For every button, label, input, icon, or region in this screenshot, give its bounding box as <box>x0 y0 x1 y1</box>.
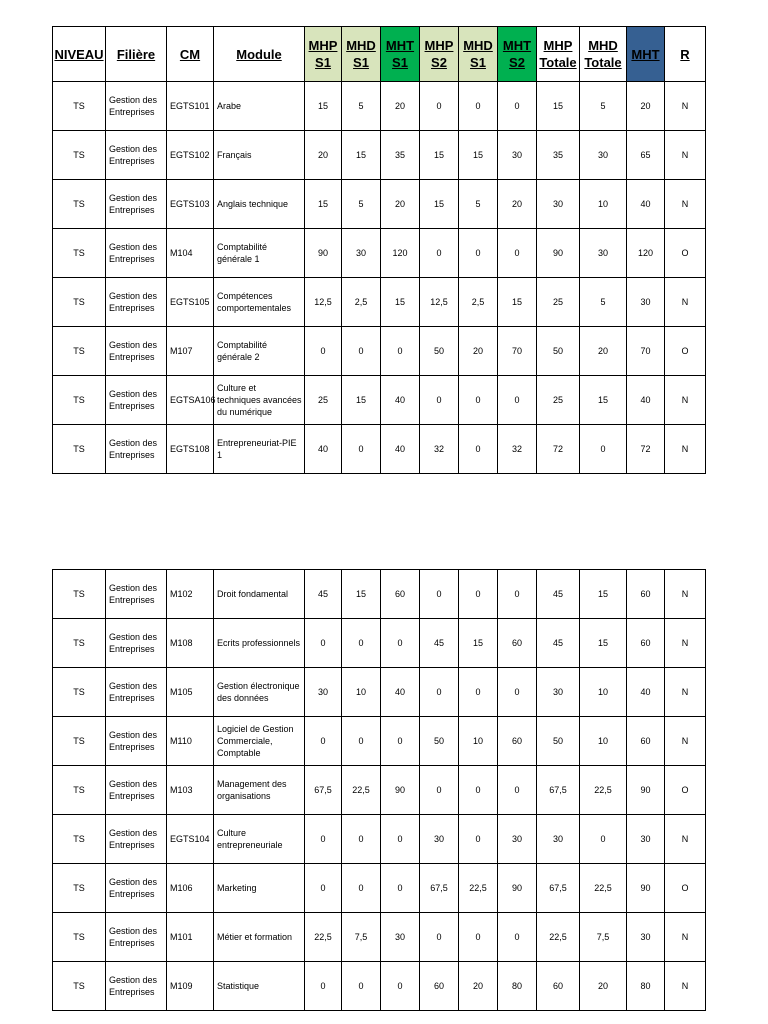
cell-cm: M106 <box>167 864 214 913</box>
cell-mhd-total: 0 <box>580 815 627 864</box>
cell-filiere: Gestion des Entreprises <box>106 82 167 131</box>
cell-mhp-s2: 12,5 <box>420 278 459 327</box>
cell-mhd-s1: 0 <box>342 864 381 913</box>
cell-mht-s2: 0 <box>498 766 537 815</box>
table-row <box>53 376 706 425</box>
cell-mht: 60 <box>627 717 665 766</box>
table-row <box>53 815 706 864</box>
cell-mhd-total: 20 <box>580 327 627 376</box>
header-mhp-s2: MHP S2 <box>420 27 459 82</box>
cell-r: O <box>665 864 706 913</box>
cell-mht: 30 <box>627 913 665 962</box>
cell-mhp-s2: 50 <box>420 717 459 766</box>
cell-r: N <box>665 131 706 180</box>
cell-mht-s1: 0 <box>381 717 420 766</box>
cell-mhp-s2: 0 <box>420 376 459 425</box>
cell-module: Ecrits professionnels <box>214 619 305 668</box>
header-mht-s1: MHT S1 <box>381 27 420 82</box>
cell-mhd-total: 10 <box>580 180 627 229</box>
cell-mhd-total: 30 <box>580 131 627 180</box>
cell-mhd-s2: 20 <box>459 962 498 1011</box>
cell-niveau: TS <box>53 131 106 180</box>
cell-mhp-s2: 67,5 <box>420 864 459 913</box>
cell-mhd-s2: 5 <box>459 180 498 229</box>
cell-mht: 30 <box>627 815 665 864</box>
cell-module: Statistique <box>214 962 305 1011</box>
cell-filiere: Gestion des Entreprises <box>106 668 167 717</box>
cell-r: N <box>665 376 706 425</box>
table-row <box>53 570 706 619</box>
cell-mht-s2: 0 <box>498 570 537 619</box>
cell-mhp-total: 25 <box>537 376 580 425</box>
cell-mhp-total: 67,5 <box>537 766 580 815</box>
header-mhd-s1: MHD S1 <box>342 27 381 82</box>
cell-filiere: Gestion des Entreprises <box>106 913 167 962</box>
cell-filiere: Gestion des Entreprises <box>106 376 167 425</box>
cell-module: Arabe <box>214 82 305 131</box>
cell-niveau: TS <box>53 229 106 278</box>
cell-niveau: TS <box>53 913 106 962</box>
cell-mhp-total: 35 <box>537 131 580 180</box>
cell-r: N <box>665 425 706 474</box>
header-cm: CM <box>167 27 214 82</box>
cell-niveau: TS <box>53 668 106 717</box>
cell-mhp-total: 30 <box>537 815 580 864</box>
cell-mhp-total: 22,5 <box>537 913 580 962</box>
cell-r: O <box>665 327 706 376</box>
cell-mht-s2: 80 <box>498 962 537 1011</box>
cell-niveau: TS <box>53 619 106 668</box>
cell-mhd-s2: 0 <box>459 229 498 278</box>
header-filiere: Filière <box>106 27 167 82</box>
cell-niveau: TS <box>53 180 106 229</box>
cell-mhd-s2: 0 <box>459 376 498 425</box>
header-mhd-s2: MHD S1 <box>459 27 498 82</box>
cell-mhd-s1: 7,5 <box>342 913 381 962</box>
cell-mht-s1: 40 <box>381 376 420 425</box>
cell-mhp-total: 67,5 <box>537 864 580 913</box>
header-mht: MHT <box>627 27 665 82</box>
cell-mhd-s1: 0 <box>342 327 381 376</box>
cell-mhp-s1: 45 <box>305 570 342 619</box>
cell-mhd-s1: 15 <box>342 131 381 180</box>
cell-mhd-s1: 15 <box>342 570 381 619</box>
cell-mhd-s2: 10 <box>459 717 498 766</box>
cell-mhp-s1: 30 <box>305 668 342 717</box>
cell-mhp-s2: 30 <box>420 815 459 864</box>
cell-mhd-total: 15 <box>580 619 627 668</box>
cell-mhd-s1: 22,5 <box>342 766 381 815</box>
cell-mht-s2: 0 <box>498 229 537 278</box>
modules-table-2 <box>52 569 706 1011</box>
cell-filiere: Gestion des Entreprises <box>106 327 167 376</box>
cell-mht: 40 <box>627 668 665 717</box>
cell-cm: EGTS104 <box>167 815 214 864</box>
cell-mhd-s1: 0 <box>342 717 381 766</box>
cell-mht: 40 <box>627 180 665 229</box>
cell-mhp-s1: 20 <box>305 131 342 180</box>
cell-mhp-total: 60 <box>537 962 580 1011</box>
cell-mhd-s2: 15 <box>459 131 498 180</box>
table-row <box>53 619 706 668</box>
cell-mhd-s2: 0 <box>459 425 498 474</box>
cell-mht-s1: 20 <box>381 180 420 229</box>
cell-mht: 72 <box>627 425 665 474</box>
cell-mhp-s1: 0 <box>305 962 342 1011</box>
cell-mhp-s2: 0 <box>420 229 459 278</box>
cell-r: N <box>665 278 706 327</box>
cell-cm: M104 <box>167 229 214 278</box>
cell-mht-s2: 60 <box>498 717 537 766</box>
cell-mhp-total: 90 <box>537 229 580 278</box>
cell-niveau: TS <box>53 864 106 913</box>
header-mhp-s1: MHP S1 <box>305 27 342 82</box>
cell-mhp-s1: 90 <box>305 229 342 278</box>
cell-mht-s2: 30 <box>498 131 537 180</box>
cell-mhp-s1: 0 <box>305 619 342 668</box>
table-row <box>53 82 706 131</box>
cell-mhd-total: 7,5 <box>580 913 627 962</box>
cell-mht-s1: 30 <box>381 913 420 962</box>
cell-mht: 80 <box>627 962 665 1011</box>
cell-filiere: Gestion des Entreprises <box>106 425 167 474</box>
cell-mhd-s1: 15 <box>342 376 381 425</box>
table-row <box>53 913 706 962</box>
cell-r: N <box>665 619 706 668</box>
cell-r: N <box>665 668 706 717</box>
cell-mhp-total: 50 <box>537 717 580 766</box>
cell-cm: EGTS105 <box>167 278 214 327</box>
cell-mht-s2: 70 <box>498 327 537 376</box>
cell-r: N <box>665 180 706 229</box>
cell-cm: EGTS102 <box>167 131 214 180</box>
header-mhp-total: MHP Totale <box>537 27 580 82</box>
cell-niveau: TS <box>53 278 106 327</box>
cell-mhp-s2: 15 <box>420 180 459 229</box>
cell-cm: M107 <box>167 327 214 376</box>
cell-mht-s1: 40 <box>381 668 420 717</box>
cell-cm: M105 <box>167 668 214 717</box>
cell-mhp-total: 15 <box>537 82 580 131</box>
cell-mhd-s2: 20 <box>459 327 498 376</box>
cell-module: Métier et formation <box>214 913 305 962</box>
cell-mhp-s2: 45 <box>420 619 459 668</box>
cell-mhp-s1: 40 <box>305 425 342 474</box>
table-row <box>53 327 706 376</box>
cell-filiere: Gestion des Entreprises <box>106 864 167 913</box>
cell-r: N <box>665 815 706 864</box>
table-row <box>53 962 706 1011</box>
cell-cm: M101 <box>167 913 214 962</box>
header-module: Module <box>214 27 305 82</box>
cell-mht: 120 <box>627 229 665 278</box>
cell-mhp-s1: 12,5 <box>305 278 342 327</box>
cell-mhd-total: 22,5 <box>580 864 627 913</box>
cell-filiere: Gestion des Entreprises <box>106 570 167 619</box>
cell-mht-s1: 120 <box>381 229 420 278</box>
cell-mht-s1: 60 <box>381 570 420 619</box>
cell-niveau: TS <box>53 962 106 1011</box>
cell-mht-s1: 15 <box>381 278 420 327</box>
cell-mhp-total: 30 <box>537 180 580 229</box>
cell-mht-s1: 20 <box>381 82 420 131</box>
cell-module: Culture et techniques avancées du numérique <box>214 376 305 425</box>
cell-filiere: Gestion des Entreprises <box>106 180 167 229</box>
cell-mhd-s1: 10 <box>342 668 381 717</box>
cell-mhp-total: 30 <box>537 668 580 717</box>
cell-mht-s2: 20 <box>498 180 537 229</box>
cell-mhp-s2: 0 <box>420 668 459 717</box>
cell-cm: EGTS103 <box>167 180 214 229</box>
cell-module: Gestion électronique des données <box>214 668 305 717</box>
cell-mht: 60 <box>627 570 665 619</box>
cell-mht-s1: 0 <box>381 815 420 864</box>
cell-niveau: TS <box>53 425 106 474</box>
cell-mht-s2: 0 <box>498 376 537 425</box>
cell-mhd-s1: 0 <box>342 962 381 1011</box>
cell-mhd-total: 20 <box>580 962 627 1011</box>
cell-mhp-s1: 0 <box>305 864 342 913</box>
cell-cm: M103 <box>167 766 214 815</box>
table-row <box>53 864 706 913</box>
cell-mhp-s2: 15 <box>420 131 459 180</box>
table-row <box>53 180 706 229</box>
cell-mht-s2: 0 <box>498 913 537 962</box>
cell-mhp-s1: 15 <box>305 82 342 131</box>
cell-module: Culture entrepreneuriale <box>214 815 305 864</box>
cell-niveau: TS <box>53 570 106 619</box>
cell-module: Entrepreneuriat-PIE 1 <box>214 425 305 474</box>
cell-mht: 30 <box>627 278 665 327</box>
cell-mhp-s1: 0 <box>305 815 342 864</box>
cell-filiere: Gestion des Entreprises <box>106 619 167 668</box>
cell-mhd-total: 5 <box>580 278 627 327</box>
cell-mhp-s2: 0 <box>420 913 459 962</box>
cell-cm: EGTS108 <box>167 425 214 474</box>
table-row <box>53 766 706 815</box>
cell-mht-s1: 90 <box>381 766 420 815</box>
cell-mhp-total: 45 <box>537 619 580 668</box>
cell-mht: 65 <box>627 131 665 180</box>
modules-table-1 <box>52 26 706 474</box>
cell-cm: M110 <box>167 717 214 766</box>
cell-module: Compétences comportementales <box>214 278 305 327</box>
cell-mhd-s2: 0 <box>459 668 498 717</box>
cell-mhd-s2: 0 <box>459 766 498 815</box>
cell-mhp-s2: 0 <box>420 570 459 619</box>
cell-mht-s2: 30 <box>498 815 537 864</box>
cell-niveau: TS <box>53 327 106 376</box>
cell-mhp-total: 45 <box>537 570 580 619</box>
cell-mht-s1: 40 <box>381 425 420 474</box>
cell-mhd-s2: 0 <box>459 913 498 962</box>
cell-mhp-s1: 67,5 <box>305 766 342 815</box>
cell-mht-s1: 35 <box>381 131 420 180</box>
cell-cm: EGTSA106 <box>167 376 214 425</box>
cell-mhp-s1: 0 <box>305 327 342 376</box>
cell-mhp-total: 25 <box>537 278 580 327</box>
cell-module: Droit fondamental <box>214 570 305 619</box>
table-row <box>53 717 706 766</box>
header-r: R <box>665 27 706 82</box>
cell-mht-s1: 0 <box>381 962 420 1011</box>
cell-mhp-s1: 25 <box>305 376 342 425</box>
cell-mhp-s1: 0 <box>305 717 342 766</box>
header-row <box>53 27 706 82</box>
cell-mhd-total: 22,5 <box>580 766 627 815</box>
cell-mhd-total: 10 <box>580 668 627 717</box>
cell-mhp-s1: 22,5 <box>305 913 342 962</box>
cell-mht: 70 <box>627 327 665 376</box>
cell-r: N <box>665 913 706 962</box>
table-row <box>53 425 706 474</box>
cell-module: Management des organisations <box>214 766 305 815</box>
cell-mhd-total: 0 <box>580 425 627 474</box>
cell-mhd-total: 15 <box>580 570 627 619</box>
cell-niveau: TS <box>53 717 106 766</box>
header-niveau: NIVEAU <box>53 27 106 82</box>
cell-mhp-s2: 0 <box>420 766 459 815</box>
cell-filiere: Gestion des Entreprises <box>106 229 167 278</box>
cell-niveau: TS <box>53 82 106 131</box>
table-row <box>53 229 706 278</box>
cell-mhp-s2: 50 <box>420 327 459 376</box>
cell-filiere: Gestion des Entreprises <box>106 278 167 327</box>
cell-module: Français <box>214 131 305 180</box>
cell-mhd-s1: 0 <box>342 815 381 864</box>
cell-mhd-s1: 5 <box>342 180 381 229</box>
cell-mhd-s1: 0 <box>342 425 381 474</box>
cell-mhd-total: 15 <box>580 376 627 425</box>
cell-cm: M102 <box>167 570 214 619</box>
cell-mht-s2: 0 <box>498 82 537 131</box>
cell-filiere: Gestion des Entreprises <box>106 815 167 864</box>
cell-filiere: Gestion des Entreprises <box>106 717 167 766</box>
cell-module: Comptabilité générale 2 <box>214 327 305 376</box>
cell-r: N <box>665 717 706 766</box>
cell-r: N <box>665 570 706 619</box>
cell-cm: M109 <box>167 962 214 1011</box>
header-mht-s2: MHT S2 <box>498 27 537 82</box>
cell-mht: 90 <box>627 766 665 815</box>
cell-mht-s2: 90 <box>498 864 537 913</box>
cell-mht: 90 <box>627 864 665 913</box>
cell-mht-s1: 0 <box>381 327 420 376</box>
header-mhd-total: MHD Totale <box>580 27 627 82</box>
cell-mhd-s1: 30 <box>342 229 381 278</box>
cell-mhd-s1: 0 <box>342 619 381 668</box>
cell-mhp-s2: 60 <box>420 962 459 1011</box>
cell-mhp-total: 50 <box>537 327 580 376</box>
table-row <box>53 668 706 717</box>
cell-mht: 40 <box>627 376 665 425</box>
cell-niveau: TS <box>53 815 106 864</box>
cell-mhd-s2: 0 <box>459 815 498 864</box>
cell-mhd-total: 10 <box>580 717 627 766</box>
cell-mhd-s2: 0 <box>459 82 498 131</box>
cell-module: Logiciel de Gestion Commerciale, Comptable <box>214 717 305 766</box>
cell-mhp-s1: 15 <box>305 180 342 229</box>
cell-mht: 60 <box>627 619 665 668</box>
table-row <box>53 278 706 327</box>
cell-cm: EGTS101 <box>167 82 214 131</box>
cell-filiere: Gestion des Entreprises <box>106 766 167 815</box>
cell-mhd-s2: 22,5 <box>459 864 498 913</box>
cell-niveau: TS <box>53 376 106 425</box>
table-row <box>53 131 706 180</box>
cell-cm: M108 <box>167 619 214 668</box>
cell-mht-s2: 15 <box>498 278 537 327</box>
cell-filiere: Gestion des Entreprises <box>106 131 167 180</box>
cell-mht-s2: 60 <box>498 619 537 668</box>
cell-r: O <box>665 229 706 278</box>
cell-mhd-s2: 0 <box>459 570 498 619</box>
cell-mhp-s2: 32 <box>420 425 459 474</box>
cell-mht-s2: 0 <box>498 668 537 717</box>
cell-r: N <box>665 82 706 131</box>
cell-niveau: TS <box>53 766 106 815</box>
cell-mhd-s2: 2,5 <box>459 278 498 327</box>
cell-module: Anglais technique <box>214 180 305 229</box>
cell-mht-s1: 0 <box>381 864 420 913</box>
cell-r: O <box>665 766 706 815</box>
cell-module: Marketing <box>214 864 305 913</box>
cell-mht: 20 <box>627 82 665 131</box>
cell-mhd-s2: 15 <box>459 619 498 668</box>
cell-r: N <box>665 962 706 1011</box>
cell-mhd-total: 30 <box>580 229 627 278</box>
cell-mhp-total: 72 <box>537 425 580 474</box>
cell-module: Comptabilité générale 1 <box>214 229 305 278</box>
cell-filiere: Gestion des Entreprises <box>106 962 167 1011</box>
cell-mhd-s1: 2,5 <box>342 278 381 327</box>
cell-mht-s1: 0 <box>381 619 420 668</box>
cell-mht-s2: 32 <box>498 425 537 474</box>
cell-mhd-total: 5 <box>580 82 627 131</box>
cell-mhd-s1: 5 <box>342 82 381 131</box>
cell-mhp-s2: 0 <box>420 82 459 131</box>
